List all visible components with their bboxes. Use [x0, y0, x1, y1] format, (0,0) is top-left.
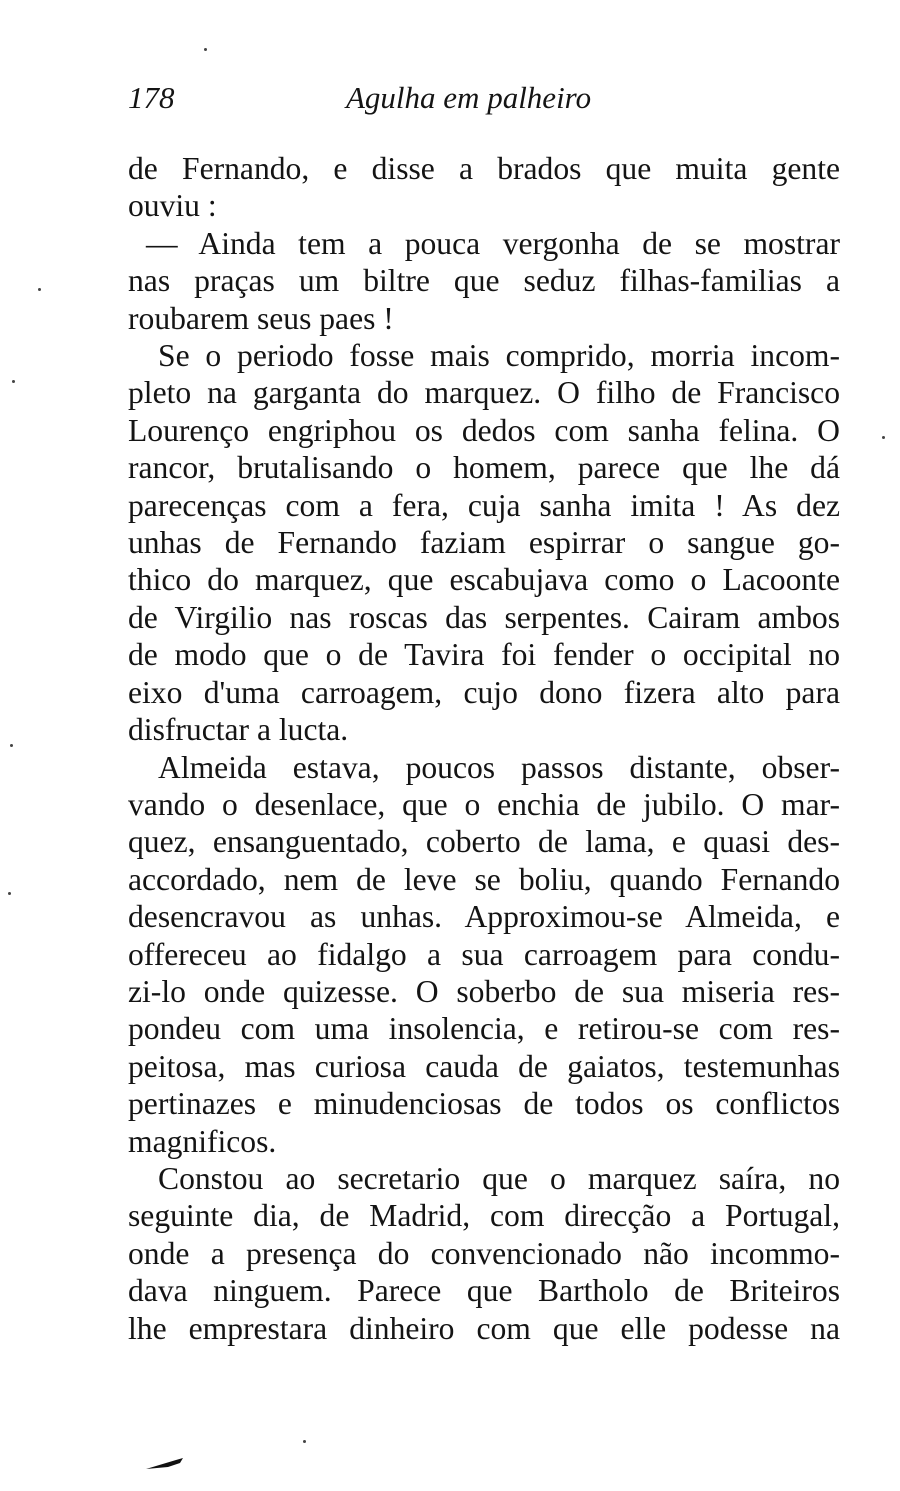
page-number: 178	[128, 80, 175, 115]
paragraph-4	[128, 749, 840, 1160]
text-line: ouviu :	[128, 188, 217, 224]
text-line: thico do marquez, que escabujava como o Lacoonte	[128, 562, 840, 598]
scan-speck	[10, 744, 13, 747]
paragraph-5	[128, 1160, 840, 1347]
text-line: pondeu com uma insolencia, e retirou-se com res-	[128, 1011, 840, 1047]
text-line: de Fernando, e disse a brados que muita gente	[128, 151, 840, 186]
text-line: lhe emprestara dinheiro com que elle podesse na	[128, 1310, 840, 1346]
scan-speck	[882, 436, 885, 439]
scan-speck	[12, 380, 15, 383]
paragraph-3	[128, 337, 840, 748]
text-line: pleto na garganta do marquez. O filho de Francisco	[128, 375, 840, 411]
text-line: roubarem seus paes !	[128, 300, 394, 336]
paragraph-2	[128, 225, 840, 337]
ink-mark-icon	[146, 1458, 184, 1470]
text-line: nas praças um biltre que seduz filhas-familias a	[128, 263, 840, 299]
text-line: eixo d'uma carroagem, cujo dono fizera alto para	[128, 674, 840, 710]
text-line: Constou ao secretario que o marquez saíra, no	[158, 1160, 840, 1196]
scan-speck	[303, 1440, 306, 1443]
text-line: — Ainda tem a pouca vergonha de se mostrar	[146, 225, 840, 261]
text-line: seguinte dia, de Madrid, com direcção a Portugal,	[128, 1198, 840, 1234]
scan-speck	[38, 288, 41, 291]
text-line: desencravou as unhas. Approximou-se Almeida, e	[128, 899, 840, 935]
body-text	[128, 150, 840, 1347]
scan-speck	[8, 892, 11, 895]
text-line: parecenças com a fera, cuja sanha imita ! As dez	[128, 487, 840, 523]
text-line: offereceu ao fidalgo a sua carroagem para condu-	[128, 936, 840, 972]
text-line: accordado, nem de leve se boliu, quando Fernando	[128, 861, 840, 897]
text-line: rancor, brutalisando o homem, parece que lhe dá	[128, 450, 840, 486]
text-line: unhas de Fernando faziam espirrar o sangue go-	[128, 525, 840, 561]
text-line: quez, ensanguentado, coberto de lama, e quasi des-	[128, 824, 840, 860]
text-line: pertinazes e minudenciosas de todos os conflictos	[128, 1086, 840, 1122]
text-line: Lourenço engriphou os dedos com sanha felina. O	[128, 412, 840, 448]
text-line: Almeida estava, poucos passos distante, obser-	[158, 749, 840, 785]
text-line: peitosa, mas curiosa cauda de gaiatos, testemunhas	[128, 1048, 840, 1084]
running-title: Agulha em palheiro	[346, 80, 592, 115]
text-line: vando o desenlace, que o enchia de jubilo. O mar-	[128, 786, 840, 822]
text-line: magnificos.	[128, 1123, 277, 1159]
text-line: de modo que o de Tavira foi fender o occipital no	[128, 637, 840, 673]
running-head	[128, 80, 840, 124]
text-line: disfructar a lucta.	[128, 712, 349, 748]
text-line: zi-lo onde quizesse. O soberbo de sua miseria res-	[128, 973, 840, 1009]
text-line: onde a presença do convencionado não incommo-	[128, 1235, 840, 1271]
text-line: Se o periodo fosse mais comprido, morria incom-	[158, 338, 840, 374]
paragraph-1	[128, 150, 840, 225]
text-line: dava ninguem. Parece que Bartholo de Briteiros	[128, 1273, 840, 1309]
text-line: de Virgilio nas roscas das serpentes. Cairam ambos	[128, 599, 840, 635]
scan-speck	[204, 48, 207, 51]
